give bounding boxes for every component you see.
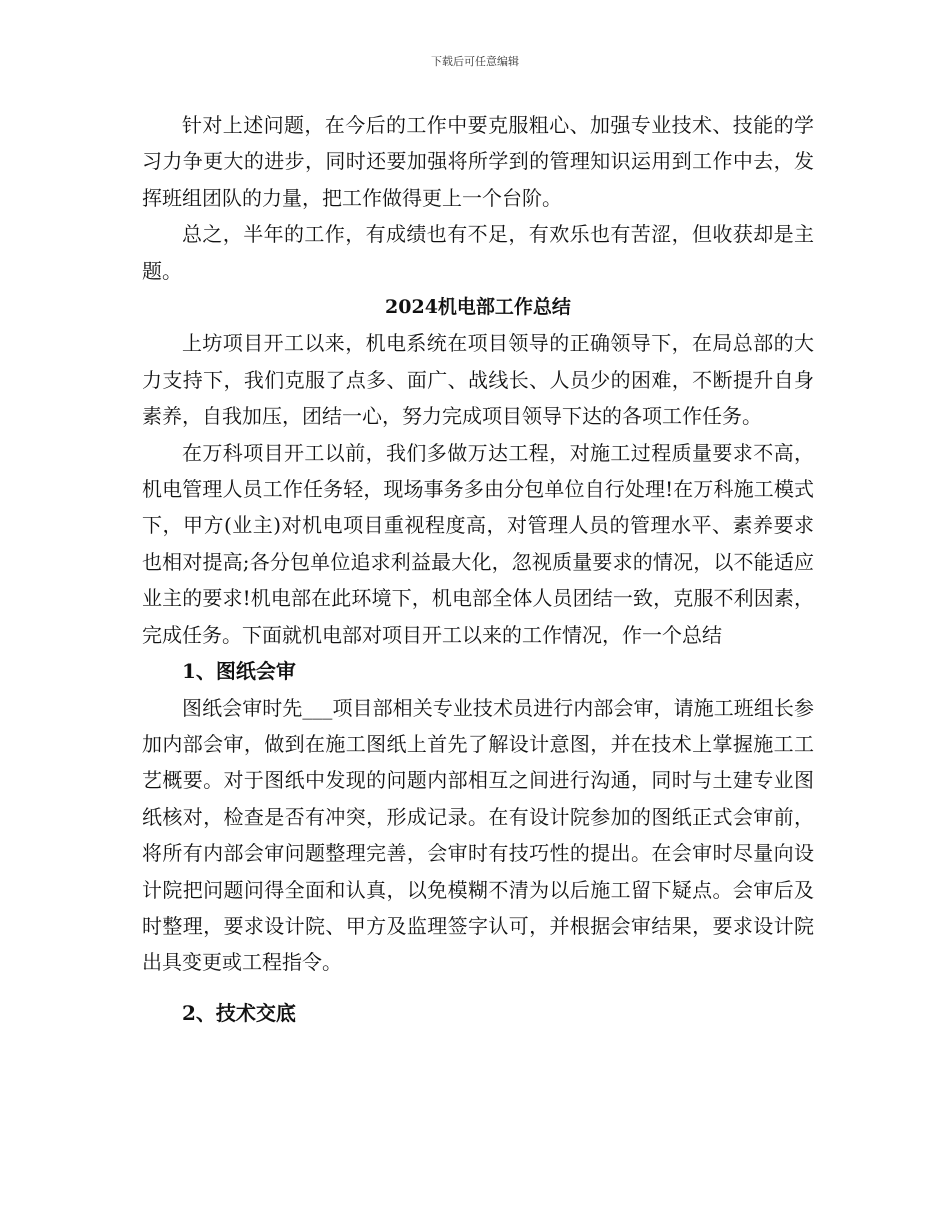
section-title: 2024机电部工作总结 [385,296,571,319]
document-body [142,107,814,1031]
paragraph: 图纸会审时先___项目部相关专业技术员进行内部会审，请施工班组长参加内部会审，做到在施工图纸上首先了解设计意图，并在技术上掌握施工工艺概要。对于图纸中发现的问题内部相互之间进行沟通，同时与土建专业图纸核对，检查是否有冲突，形成记录。在有设计院参加的图纸正式会审前，将所有内部会审问题整理完善，会审时有技巧性的提出。在会审时尽量向设计院把问题问得全面和认真，以免模糊不清为以后施工留下疑点。会审后及时整理，要求设计院、甲方及监理签字认可，并根据会审结果，要求设计院出具变更或工程指令。 [142,695,814,975]
subsection-heading: 1、图纸会审 [182,659,296,684]
subsection-heading: 2、技术交底 [182,1000,296,1025]
paragraph: 上坊项目开工以来，机电系统在项目领导的正确领导下，在局总部的大力支持下，我们克服了点多、面广、战线长、人员少的困难，不断提升自身素养，自我加压，团结一心，努力完成项目领导下达的各项工作任务。 [142,331,814,429]
paragraph: 总之，半年的工作，有成绩也有不足，有欢乐也有苦涩，但收获却是主题。 [142,222,814,283]
paragraph: 针对上述问题，在今后的工作中要克服粗心、加强专业技术、技能的学习力争更大的进步，同时还要加强将所学到的管理知识运用到工作中去，发挥班组团队的力量，把工作做得更上一个台阶。 [142,113,814,210]
page-header: 下载后可任意编辑 [431,55,519,68]
paragraph: 在万科项目开工以前，我们多做万达工程，对施工过程质量要求不高，机电管理人员工作任务轻，现场事务多由分包单位自行处理!在万科施工模式下，甲方(业主)对机电项目重视程度高，对管理人员的管理水平、素养要求也相对提高;各分包单位追求利益最大化，忽视质量要求的情况，以不能适应业主的要求!机电部在此环境下，机电部全体人员团结一致，克服不利因素，完成任务。下面就机电部对项目开工以来的工作情况，作一个总结 [142,440,814,647]
